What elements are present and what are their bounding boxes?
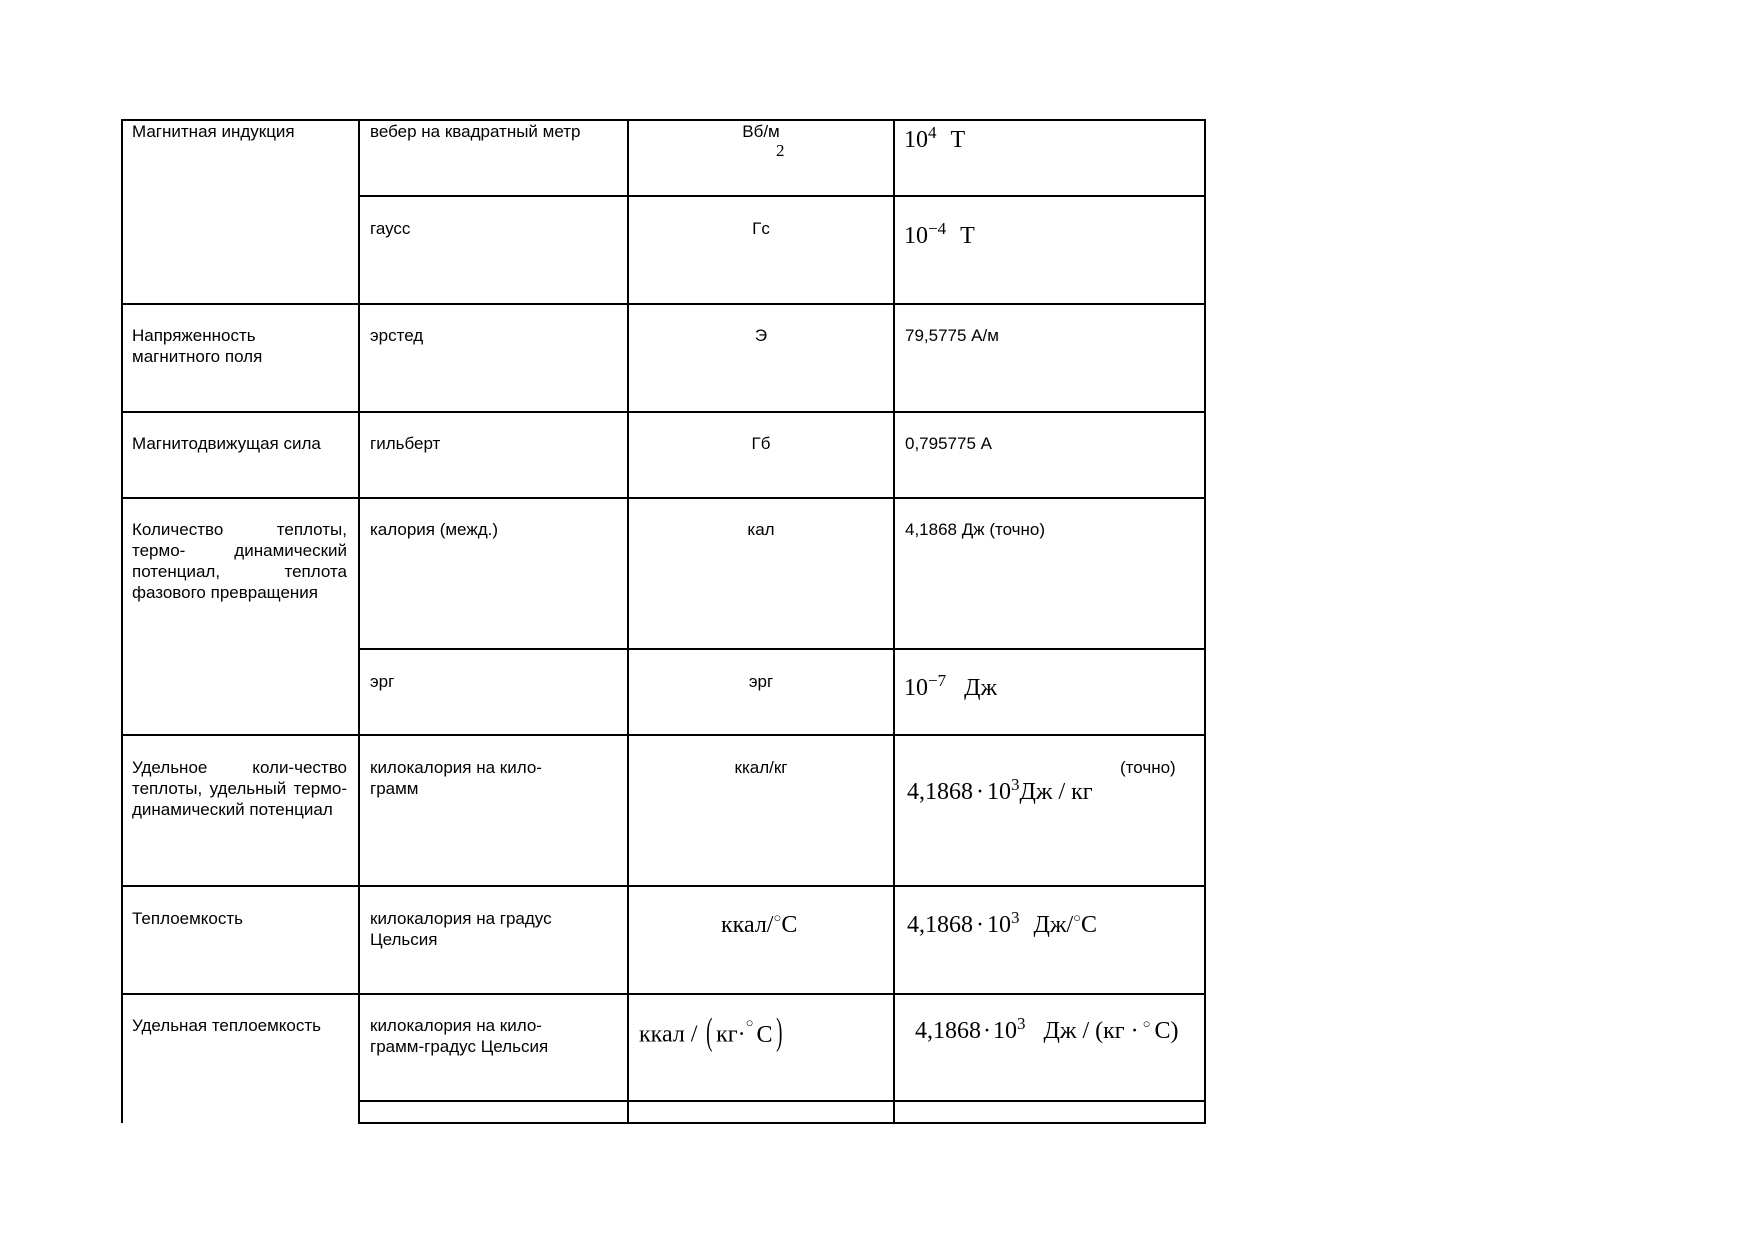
table-border-right	[1204, 119, 1206, 1124]
unit-name-cell: эрг	[370, 672, 395, 691]
value-mantissa: 4,1868	[915, 1018, 981, 1044]
value-exponent: 3	[1017, 1014, 1026, 1033]
value-cell	[915, 1014, 1179, 1045]
unit-name-cell: вебер на квадратный метр	[370, 122, 581, 141]
conversion-table	[121, 119, 1205, 1121]
value-cell: 4,1868 Дж (точно)	[905, 520, 1046, 539]
unit-symbol-cell: Э	[754, 326, 768, 345]
value-unit: Т	[950, 127, 966, 153]
value-unit: Дж	[964, 675, 998, 701]
unit-symbol-cell: Гс	[752, 219, 770, 238]
value-base: 10	[904, 675, 928, 701]
quantity-cell: Магнитная индукция	[132, 122, 295, 141]
row-divider	[359, 1100, 1205, 1102]
quantity-cell: Теплоемкость	[132, 909, 244, 928]
unit-name-cell: гильберт	[370, 434, 441, 453]
quantity-cell: Напряженность магнитного поля	[132, 326, 263, 366]
symbol-subscript: 2	[776, 141, 785, 160]
value-cell	[904, 671, 998, 702]
value-mantissa: 4,1868	[907, 912, 973, 938]
row-divider	[121, 411, 1205, 413]
value-unit: Дж / (кг ·	[1043, 1018, 1139, 1044]
value-cell	[907, 775, 1093, 806]
value-unit: Дж / кг	[1019, 779, 1093, 805]
value-unit: С	[1080, 912, 1097, 938]
value-note: (точно)	[1120, 758, 1176, 777]
unit-symbol-cell: Гб	[751, 434, 771, 453]
column-divider	[121, 119, 123, 1123]
degree-sign: ○	[1142, 1016, 1151, 1031]
symbol-text: ккал/	[721, 912, 774, 938]
row-divider	[359, 648, 1205, 650]
column-divider	[893, 119, 895, 1124]
quantity-cell: Магнитодвижущая сила	[132, 434, 321, 453]
column-divider	[358, 119, 360, 1124]
value-dot: ·	[983, 1018, 991, 1044]
value-exponent: −7	[928, 671, 947, 690]
symbol-text: С	[781, 912, 798, 938]
value-cell	[904, 123, 966, 154]
value-dot: ·	[976, 779, 984, 805]
paren-close: )	[775, 1011, 782, 1053]
unit-symbol-cell	[721, 912, 797, 939]
symbol-text: кг·	[716, 1021, 746, 1048]
degree-sign: ○	[773, 910, 782, 925]
quantity-cell: Удельная теплоемкость	[132, 1016, 322, 1035]
value-base: 10	[904, 223, 928, 249]
value-base: 10	[987, 912, 1011, 938]
symbol-text: Вб/м	[742, 122, 780, 141]
value-base: 10	[904, 127, 928, 153]
table-border-bottom	[359, 1122, 1205, 1124]
value-base: 10	[993, 1018, 1017, 1044]
row-divider	[121, 993, 1205, 995]
unit-symbol-cell: эрг	[748, 672, 774, 691]
unit-name-cell: гаусс	[370, 219, 411, 238]
unit-symbol-cell	[627, 121, 895, 142]
value-cell: 0,795775 А	[905, 434, 992, 453]
unit-name-cell: эрстед	[370, 326, 424, 345]
degree-sign: ○	[1073, 910, 1081, 925]
quantity-cell: Удельное коли-чество теплоты, удельный термо- динамический потенциал	[132, 758, 347, 819]
value-mantissa: 4,1868	[907, 779, 973, 805]
row-divider	[121, 885, 1205, 887]
column-divider	[627, 119, 629, 1124]
value-cell: 79,5775 А/м	[905, 326, 999, 345]
value-exponent: −4	[928, 219, 947, 238]
symbol-text: ккал /	[639, 1021, 698, 1048]
unit-name-cell: килокалория на кило-грамм	[370, 758, 542, 798]
degree-sign: ○	[745, 1015, 754, 1030]
value-cell	[907, 908, 1097, 939]
unit-symbol-cell	[639, 1011, 785, 1055]
symbol-text: С	[756, 1021, 773, 1048]
value-exponent: 3	[1011, 908, 1020, 927]
unit-symbol-cell: ккал/кг	[734, 758, 788, 777]
quantity-cell: Количество теплоты, термо- динамический потенциал, теплота фазового превращения	[132, 520, 347, 602]
row-divider	[121, 734, 1205, 736]
row-divider	[121, 497, 1205, 499]
unit-name-cell: калория (межд.)	[370, 520, 498, 539]
paren-open: (	[706, 1011, 713, 1053]
value-base: 10	[987, 779, 1011, 805]
value-unit: Т	[960, 223, 975, 249]
row-divider	[121, 303, 1205, 305]
row-divider	[359, 195, 1205, 197]
unit-name-cell: килокалория на кило-грамм-градус Цельсия	[370, 1016, 549, 1056]
value-exponent: 4	[928, 123, 937, 142]
value-cell	[904, 219, 975, 250]
unit-symbol-cell: кал	[747, 520, 775, 539]
value-unit: Дж/	[1033, 912, 1074, 938]
value-dot: ·	[976, 912, 984, 938]
value-exponent: 3	[1011, 775, 1020, 794]
value-unit: С)	[1154, 1018, 1179, 1044]
unit-name-cell: килокалория на градус Цельсия	[370, 909, 552, 949]
